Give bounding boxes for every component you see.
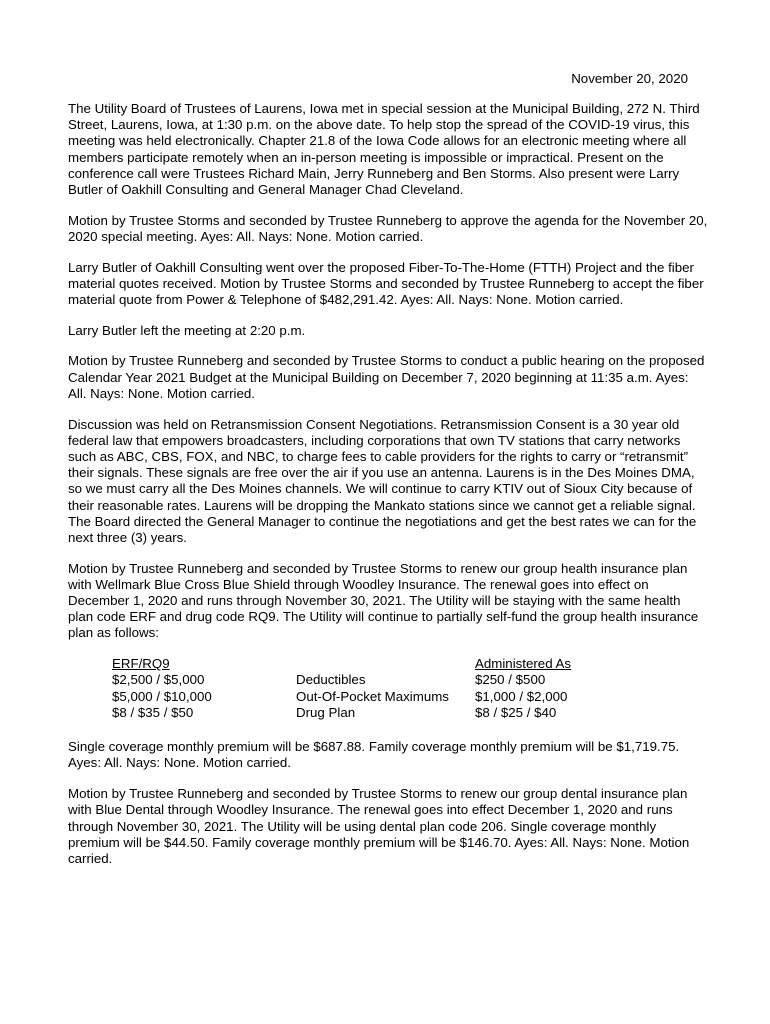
- paragraph-dental-insurance: Motion by Trustee Runneberg and seconded by Trustee Storms to renew our group dental insurance plan with Blue Dental through Woodley Insurance. The renewal goes into effect December 1, 2020 and runs through November 30, 2021. The Utility will be using dental plan code 206. Single coverage monthly premium will be $44.50. Family coverage monthly premium will be $146.70. Ayes: All. Nays: None. Motion carried.: [68, 786, 690, 866]
- paragraph-agenda-motion: Motion by Trustee Storms and seconded by Trustee Runneberg to approve the agenda for the November 20, 2020 special meeting. Ayes: All. Nays: None. Motion carried.: [68, 212, 708, 244]
- erf-drug-plan: $8 / $35 / $50: [112, 704, 194, 720]
- admin-drug-plan: $8 / $25 / $40: [475, 704, 557, 720]
- erf-deductibles: $2,500 / $5,000: [112, 672, 205, 688]
- administered-column: [475, 656, 571, 721]
- label-column: [296, 656, 449, 721]
- erf-oop-maximums: $5,000 / $10,000: [112, 688, 212, 704]
- admin-oop-maximums: $1,000 / $2,000: [475, 688, 568, 704]
- paragraph-budget-hearing: Motion by Trustee Runneberg and seconded by Trustee Storms to conduct a public hearing on the proposed Calendar Year 2021 Budget at the Municipal Building on December 7, 2020 beginning at 11:35 a.m. Ayes: All. Nays: None. Motion carried.: [68, 353, 705, 401]
- erf-column: [112, 656, 212, 721]
- paragraph-butler-left: Larry Butler left the meeting at 2:20 p.m.: [68, 322, 306, 338]
- coverage-table: [68, 656, 708, 726]
- admin-deductibles: $250 / $500: [475, 672, 546, 688]
- label-deductibles: Deductibles: [296, 672, 366, 688]
- label-drug-plan: Drug Plan: [296, 704, 356, 720]
- paragraph-health-insurance: Motion by Trustee Runneberg and seconded by Trustee Storms to renew our group health insurance plan with Wellmark Blue Cross Blue Shield through Woodley Insurance. The renewal goes into effect on December 1, 2020 and runs through November 30, 2021. The Utility will be staying with the same health plan code ERF and drug code RQ9. The Utility will continue to partially self-fund the group health insurance plan as follows:: [68, 560, 699, 641]
- paragraph-health-premiums: Single coverage monthly premium will be $687.88. Family coverage monthly premium will be $1,719.75. Ayes: All. Nays: None. Motion carried.: [68, 739, 680, 771]
- paragraph-opening: The Utility Board of Trustees of Laurens, Iowa met in special session at the Municipal Building, 272 N. Third Street, Laurens, Iowa, at 1:30 p.m. on the above date. To help stop the spread of the COVID-19 virus, this meeting was held electronically. Chapter 21.8 of the Iowa Code allows for an electronic meeting where all members participate remotely when an in-person meeting is impossible or impractical. Present on the conference call were Trustees Richard Main, Jerry Runneberg and Ben Storms. Also present were Larry Butler of Oakhill Consulting and General Manager Chad Cleveland.: [68, 101, 700, 198]
- administered-header: Administered As: [475, 656, 572, 672]
- label-oop-maximums: Out-Of-Pocket Maximums: [296, 688, 449, 704]
- paragraph-retransmission: Discussion was held on Retransmission Consent Negotiations. Retransmission Consent is a 30 year old federal law that empowers broadcasters, including corporations that own TV stations that carry networks such as ABC, CBS, FOX, and NBC, to charge fees to cable providers for the rights to carry or “retransmit” their signals. These signals are free over the air if you use an antenna. Laurens is in the Des Moines DMA, so we must carry all the Des Moines channels. We will continue to carry KTIV out of Sioux City because of their reasonable rates. Laurens will be dropping the Mankato stations since we cannot get a reliable signal. The Board directed the General Manager to continue the negotiations and get the best rates we can for the next three (3) years.: [68, 416, 697, 545]
- minutes-body: [68, 101, 708, 882]
- meeting-date: November 20, 2020: [571, 71, 688, 86]
- paragraph-ftth-project: Larry Butler of Oakhill Consulting went over the proposed Fiber-To-The-Home (FTTH) Project and the fiber material quotes received. Motion by Trustee Storms and seconded by Trustee Runneberg to accept the fiber material quote from Power & Telephone of $482,291.42. Ayes: All. Nays: None. Motion carried.: [68, 259, 704, 308]
- erf-header: ERF/RQ9: [112, 656, 170, 672]
